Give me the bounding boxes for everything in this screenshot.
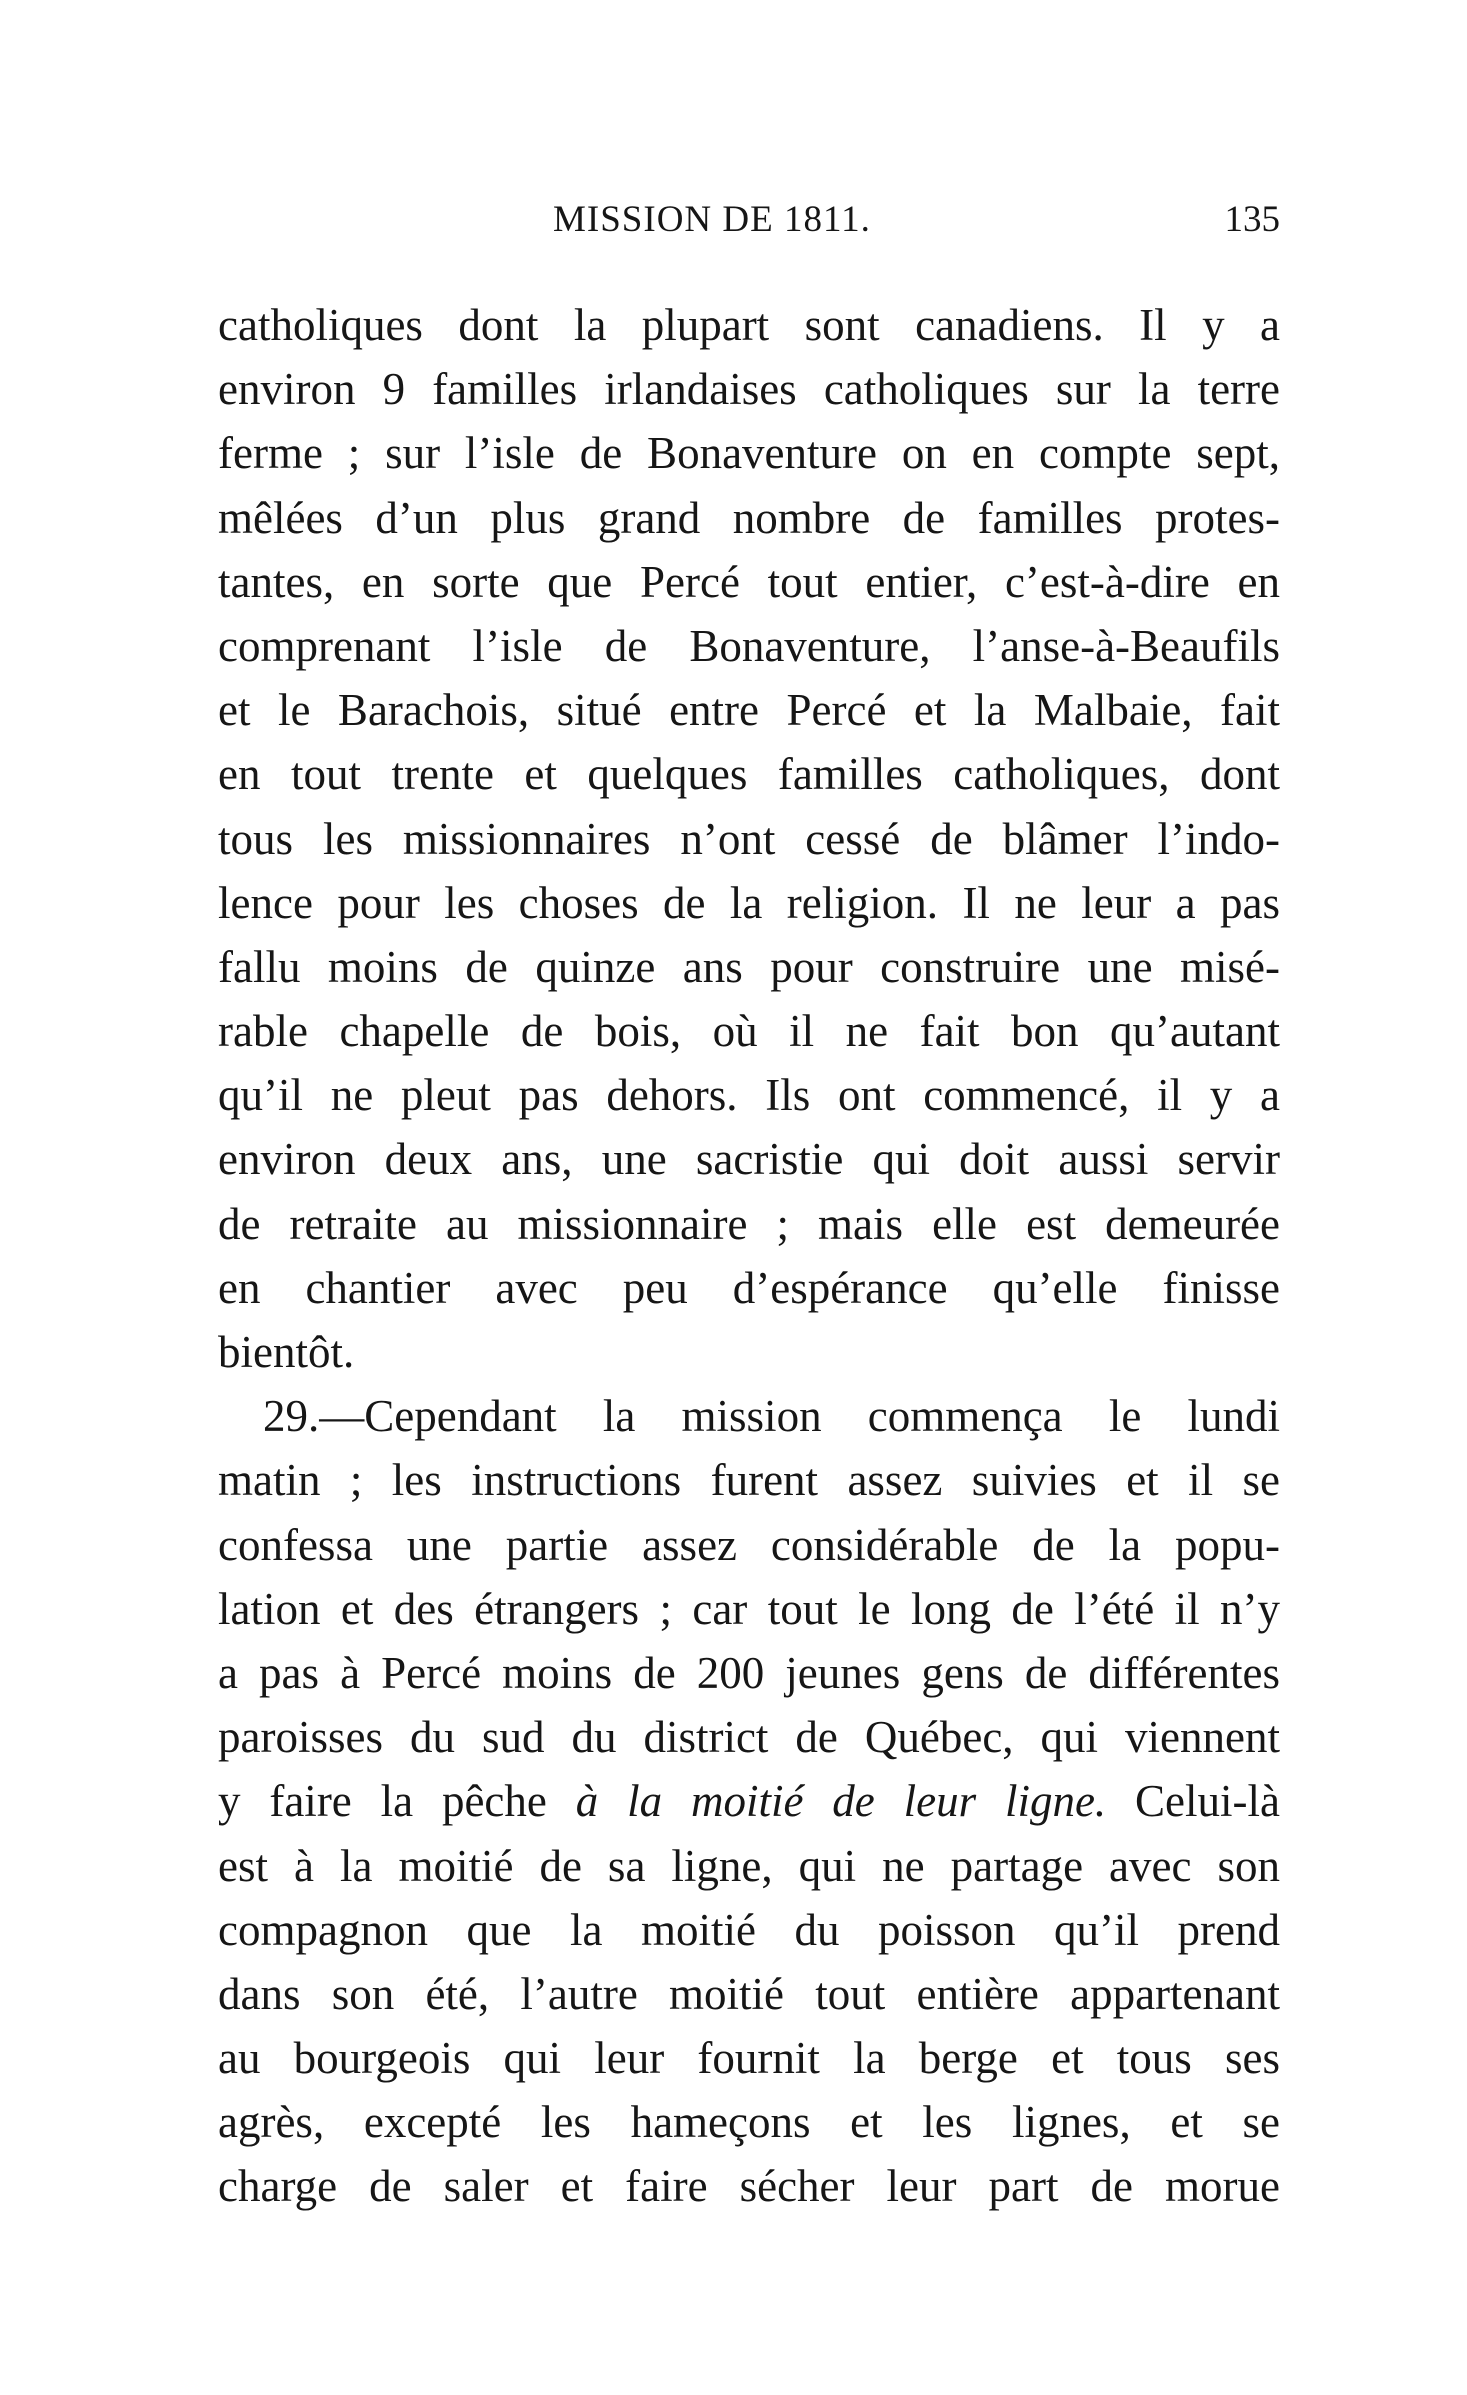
text-line: en tout trente et quelques familles catholiques, dont <box>218 749 1280 800</box>
text-line: rable chapelle de bois, où il ne fait bon qu’autant <box>218 1006 1280 1057</box>
text-line: tous les missionnaires n’ont cessé de blâmer l’indo- <box>218 813 1280 864</box>
body-text <box>218 293 1280 2219</box>
text-line: est à la moitié de sa ligne, qui ne partage avec son <box>218 1840 1280 1891</box>
text-line: matin ; les instructions furent assez suivies et il se <box>218 1455 1280 1506</box>
text-line: paroisses du sud du district de Québec, qui viennent <box>218 1712 1280 1763</box>
text-line: fallu moins de quinze ans pour construire une misé- <box>218 941 1280 992</box>
text-run: y faire la pêche <box>218 1776 576 1827</box>
text-line: bientôt. <box>218 1327 355 1377</box>
text-line-with-italic <box>218 1769 1280 1833</box>
italic-phrase: à la moitié de leur ligne. <box>575 1776 1107 1827</box>
text-line: compagnon que la moitié du poisson qu’il prend <box>218 1904 1280 1955</box>
page-number: 135 <box>1224 199 1280 240</box>
text-line: a pas à Percé moins de 200 jeunes gens de différentes <box>218 1647 1280 1698</box>
text-line: agrès, excepté les hameçons et les lignes, et se <box>218 2097 1280 2148</box>
text-line: en chantier avec peu d’espérance qu’elle finisse <box>218 1262 1280 1313</box>
text-line: qu’il ne pleut pas dehors. Ils ont commencé, il y a <box>218 1070 1280 1121</box>
text-line: et le Barachois, situé entre Percé et la Malbaie, fait <box>218 685 1280 736</box>
text-line: charge de saler et faire sécher leur part de morue <box>218 2161 1280 2212</box>
text-line: confessa une partie assez considérable de la popu- <box>218 1519 1280 1570</box>
text-line: catholiques dont la plupart sont canadiens. Il y a <box>218 300 1280 350</box>
text-line: de retraite au missionnaire ; mais elle est demeurée <box>218 1198 1280 1249</box>
text-line: mêlées d’un plus grand nombre de familles protes- <box>218 492 1280 543</box>
text-line: dans son été, l’autre moitié tout entière appartenant <box>218 1968 1280 2019</box>
text-line: lation et des étrangers ; car tout le long de l’été il n’y <box>218 1583 1280 1634</box>
text-line: tantes, en sorte que Percé tout entier, c’est-à-dire en <box>218 556 1280 607</box>
text-line: lence pour les choses de la religion. Il ne leur a pas <box>218 877 1280 928</box>
text-line: comprenant l’isle de Bonaventure, l’anse-à-Beaufils <box>218 620 1280 671</box>
text-line: environ deux ans, une sacristie qui doit aussi servir <box>218 1134 1280 1185</box>
paragraph-start-line: 29.—Cependant la mission commença le lundi <box>263 1391 1280 1442</box>
running-head <box>218 198 1280 248</box>
running-title: MISSION DE 1811. <box>553 199 871 240</box>
text-run: Celui-là <box>1106 1776 1280 1827</box>
text-line: environ 9 familles irlandaises catholiques sur la terre <box>218 364 1280 415</box>
text-line: au bourgeois qui leur fournit la berge et tous ses <box>218 2033 1280 2084</box>
text-line: ferme ; sur l’isle de Bonaventure on en compte sept, <box>218 428 1280 479</box>
